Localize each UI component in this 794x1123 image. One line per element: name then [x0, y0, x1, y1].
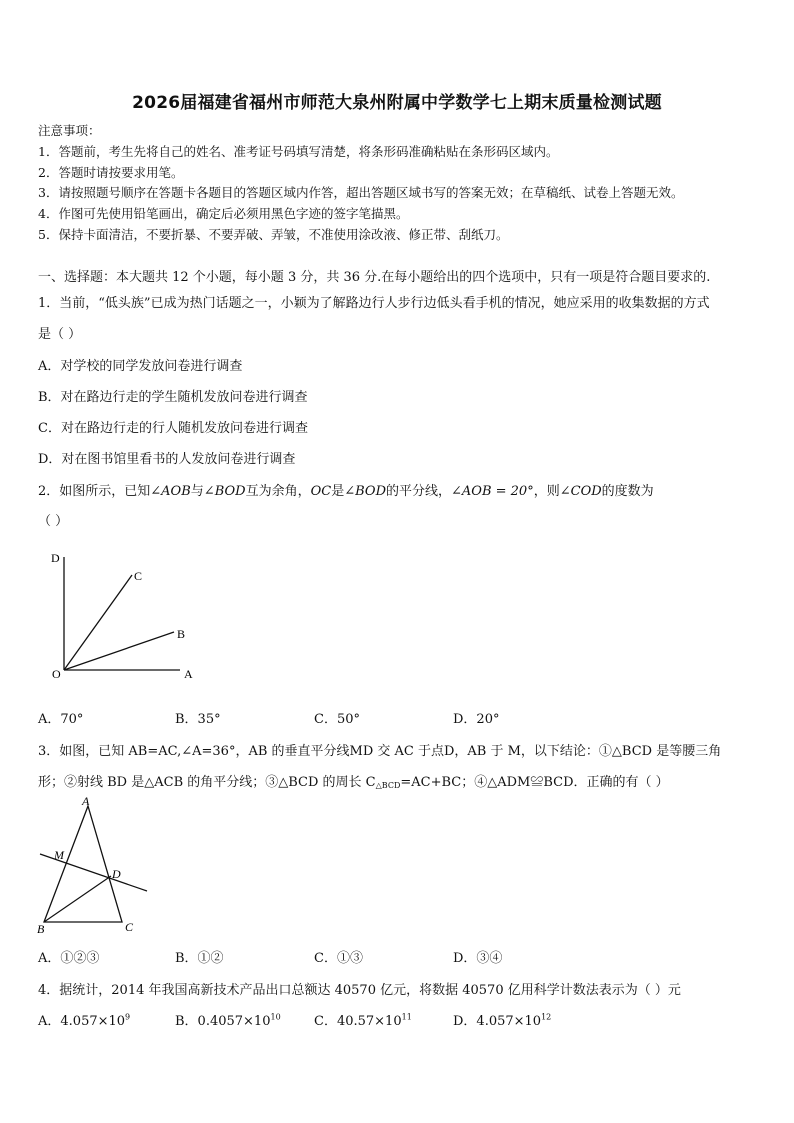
angle-figure: [40, 545, 210, 685]
triangle-figure: [34, 792, 159, 937]
notice-item: 1．答题前，考生先将自己的姓名、准考证号码填写清楚，将条形码准确粘贴在条形码区域内。: [38, 144, 559, 159]
option-b: B．35°: [175, 712, 221, 727]
triangle-abc: [44, 806, 122, 922]
page-title: 2026届福建省福州市师范大泉州附属中学数学七上期末质量检测试题: [132, 93, 662, 113]
label-d: D: [112, 867, 121, 881]
notice-item: 3．请按照题号顺序在答题卡各题目的答题区域内作答，超出答题区域书写的答案无效；在草稿纸、试卷上答题无效。: [38, 185, 684, 200]
label-o: O: [52, 667, 61, 681]
option-c: C．①③: [314, 951, 363, 966]
section-heading: 一、选择题：本大题共 12 个小题，每小题 3 分，共 36 分.在每小题给出的四个选项中，只有一项是符合题目要求的.: [38, 270, 711, 285]
label-m: M: [54, 848, 64, 862]
segment-bd: [44, 876, 111, 922]
label-a: A: [184, 667, 193, 681]
option-c: C．$40.57\times 10^{11}$: [314, 1012, 412, 1029]
label-a: A: [82, 794, 90, 808]
question-stem: 4．据统计，2014 年我国高新技术产品出口总额达 40570 亿元，将数据 40570 亿用科学计数法表示为（ ）元: [38, 983, 681, 998]
label-c: C: [134, 569, 143, 583]
option-b: B．①②: [175, 951, 224, 966]
notice-item: 2．答题时请按要求用笔。: [38, 165, 184, 180]
label-c: C: [125, 920, 134, 934]
option-d: D．20°: [453, 712, 500, 727]
option-b: B．$0.4057\times 10^{10}$: [175, 1012, 281, 1029]
notice-heading: 注意事项：: [38, 123, 101, 138]
question-stem: 2．如图所示，已知∠AOB与∠BOD互为余角，OC是∠BOD的平分线，∠AOB = 20°，则∠COD的度数为: [38, 484, 654, 499]
ray-ob: [64, 632, 174, 670]
label-b: B: [177, 627, 186, 641]
option-d: D．$4.057\times 10^{12}$: [453, 1012, 552, 1029]
label-d: D: [51, 551, 60, 565]
question-stem: 1．当前，“低头族”已成为热门话题之一，小颖为了解路边行人步行边低头看手机的情况，她应采用的收集数据的方式: [38, 296, 710, 311]
option-a: A．①②③: [38, 951, 100, 966]
question-stem: 形；②射线 BD 是△ACB 的角平分线；③△BCD 的周长 C△BCD=AC+BC；④△ADM≌BCD．正确的有（ ）: [38, 775, 669, 790]
label-b: B: [37, 922, 45, 936]
notice-item: 4．作图可先使用铅笔画出，确定后必须用黑色字迹的签字笔描黑。: [38, 206, 409, 221]
option-c: C．50°: [314, 712, 360, 727]
question-stem: 3．如图，已知 AB=AC,∠A=36°，AB 的垂直平分线MD 交 AC 于点D，AB 于 M，以下结论：①△BCD 是等腰三角: [38, 744, 722, 759]
option-d: D．对在图书馆里看书的人发放问卷进行调查: [38, 452, 296, 467]
notice-item: 5．保持卡面清洁，不要折暴、不要弄破、弄皱，不准使用涂改液、修正带、刮纸刀。: [38, 227, 509, 242]
option-d: D．③④: [453, 951, 503, 966]
answer-paren: （ ）: [38, 514, 69, 529]
option-a: A．对学校的同学发放问卷进行调查: [38, 359, 243, 374]
ray-oc: [64, 575, 132, 670]
option-a: A．70°: [38, 712, 84, 727]
option-b: B．对在路边行走的学生随机发放问卷进行调查: [38, 390, 308, 405]
option-c: C．对在路边行走的行人随机发放问卷进行调查: [38, 421, 308, 436]
question-stem: 是（ ）: [38, 327, 82, 342]
option-a: A．$4.057\times 10^9$: [38, 1012, 131, 1029]
